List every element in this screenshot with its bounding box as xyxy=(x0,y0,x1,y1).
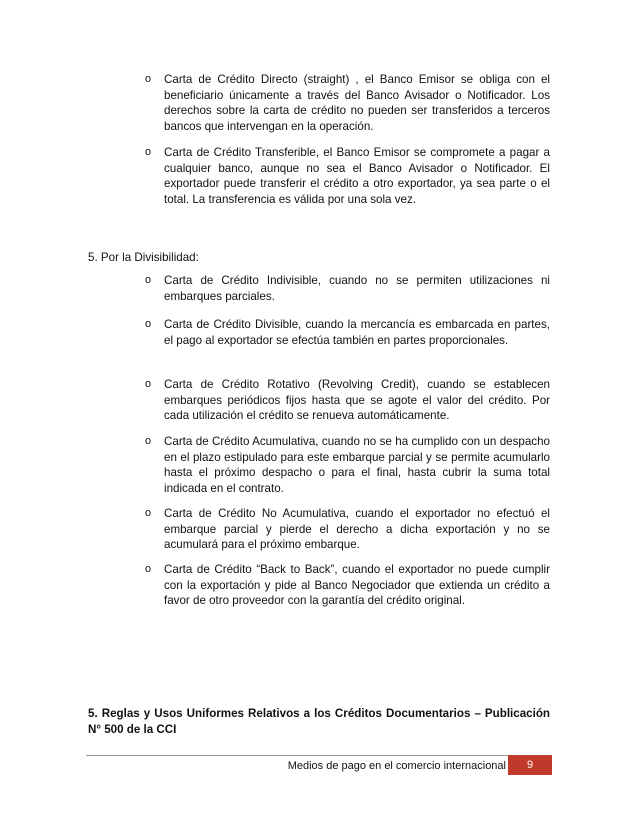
list-item-indivisible: Carta de Crédito Indivisible, cuando no se permiten utilizaciones ni embarques parciales. xyxy=(164,274,550,303)
section-heading-reglas: 5. Reglas y Usos Uniformes Relativos a los Créditos Documentarios – Publicación N° 500 de la CCI xyxy=(88,707,550,736)
section-heading-divisibilidad: 5. Por la Divisibilidad: xyxy=(88,251,199,264)
bullet-marker: o xyxy=(145,378,152,390)
list-item-divisible: Carta de Crédito Divisible, cuando la mercancía es embarcada en partes, el pago al exportador se efectúa también en partes proporcionales. xyxy=(164,318,550,347)
list-item-credito-transferible: Carta de Crédito Transferible, el Banco Emisor se compromete a pagar a cualquier banco, aunque no sea el Banco Avisador o Notificador. El exportador puede transferir el crédito a otro exportador, ya sea parte o el total. La transferencia es válida por una sola vez. xyxy=(164,146,550,206)
bullet-marker: o xyxy=(145,146,152,158)
bullet-marker: o xyxy=(145,563,152,575)
footer-title: Medios de pago en el comercio internacional xyxy=(287,760,506,772)
footer-divider xyxy=(86,755,552,756)
list-item-acumulativa: Carta de Crédito Acumulativa, cuando no se ha cumplido con un despacho en el plazo estipulado para este embarque parcial y se permite acumularlo hasta el próximo despacho o para el final, hasta cubrir la suma total indicada en el contrato. xyxy=(164,435,550,495)
bullet-marker: o xyxy=(145,274,152,286)
bullet-marker: o xyxy=(145,73,152,85)
bullet-marker: o xyxy=(145,318,152,330)
page-number-badge: 9 xyxy=(508,755,552,775)
list-item-no-acumulativa: Carta de Crédito No Acumulativa, cuando el exportador no efectuó el embarque parcial y pierde el derecho a dicha exportación y no se acumulará para el próximo embarque. xyxy=(164,507,550,552)
bullet-marker: o xyxy=(145,507,152,519)
bullet-marker: o xyxy=(145,435,152,447)
list-item-back-to-back: Carta de Crédito “Back to Back”, cuando el exportador no puede cumplir con la exportación y pide al Banco Negociador que extienda un crédito a favor de otro proveedor con la garantía del crédito original. xyxy=(164,563,550,608)
list-item-credito-directo: Carta de Crédito Directo (straight) , el Banco Emisor se obliga con el beneficiario únicamente a través del Banco Avisador o Notificador. Los derechos sobre la carta de crédito no pueden ser transferidos a terceros bancos que intervengan en la operación. xyxy=(164,73,550,133)
list-item-rotativo: Carta de Crédito Rotativo (Revolving Credit), cuando se establecen embarques periódicos fijos hasta que se agote el valor del crédito. Por cada utilización el crédito se renueva automáticamente. xyxy=(164,378,550,423)
